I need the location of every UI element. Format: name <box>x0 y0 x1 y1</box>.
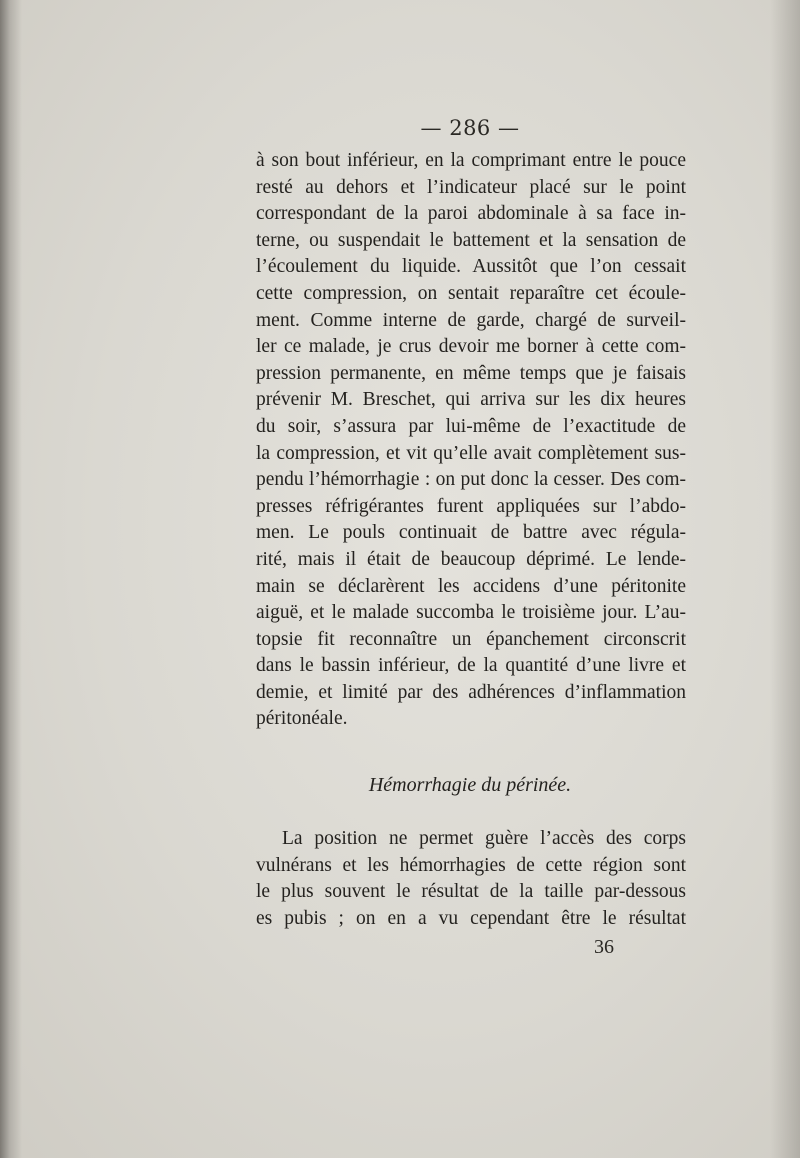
signature-mark: 36 <box>594 936 614 958</box>
text-line: pendu l’hémorrhagie : on put donc la cesser. Des com- <box>256 469 686 491</box>
text-line: pression permanente, en même temps que je faisais <box>256 362 686 384</box>
text-line: es pubis ; on en a vu cependant être le résultat <box>256 907 686 929</box>
text-line: la compression, et vit qu’elle avait complètement sus- <box>256 442 686 464</box>
text-line: presses réfrigérantes furent appliquées sur l’abdo- <box>256 495 686 517</box>
text-line: La position ne permet guère l’accès des corps <box>282 828 686 849</box>
text-line: demie, et limité par des adhérences d’inflammation <box>256 681 686 703</box>
text-line: l’écoulement du liquide. Aussitôt que l’on cessait <box>256 256 686 278</box>
text-line: resté au dehors et l’indicateur placé sur le point <box>256 176 686 198</box>
text-line: rité, mais il était de beaucoup déprimé. Le lende- <box>256 548 686 570</box>
paragraph-1 <box>256 148 686 733</box>
page-number-header: — 286 — <box>420 116 520 140</box>
text-line: topsie fit reconnaître un épanchement circonscrit <box>256 628 686 650</box>
text-line: prévenir M. Breschet, qui arriva sur les dix heures <box>256 389 686 411</box>
text-line: cette compression, on sentait reparaître cet écoule- <box>256 282 686 304</box>
text-line: terne, ou suspendait le battement et la sensation de <box>256 229 686 251</box>
text-line: aiguë, et le malade succomba le troisième jour. L’au- <box>256 602 686 624</box>
text-line: ler ce malade, je crus devoir me borner à cette com- <box>256 336 686 358</box>
text-line: men. Le pouls continuait de battre avec régula- <box>256 522 686 544</box>
section-heading: Hémorrhagie du périnée. <box>368 774 572 796</box>
text-line: à son bout inférieur, en la comprimant entre le pouce <box>256 150 686 171</box>
paragraph-2 <box>256 826 686 932</box>
text-line: péritonéale. <box>256 708 348 730</box>
text-line: main se déclarèrent les accidens d’une péritonite <box>256 575 686 597</box>
text-line: dans le bassin inférieur, de la quantité d’une livre et <box>256 655 686 677</box>
text-line: du soir, s’assura par lui-même de l’exactitude de <box>256 415 686 437</box>
text-line: le plus souvent le résultat de la taille par-dessous <box>256 881 686 903</box>
text-line: correspondant de la paroi abdominale à sa face in- <box>256 203 686 225</box>
text-line: vulnérans et les hémorrhagies de cette région sont <box>256 854 686 876</box>
text-line: ment. Comme interne de garde, chargé de surveil- <box>256 309 686 331</box>
